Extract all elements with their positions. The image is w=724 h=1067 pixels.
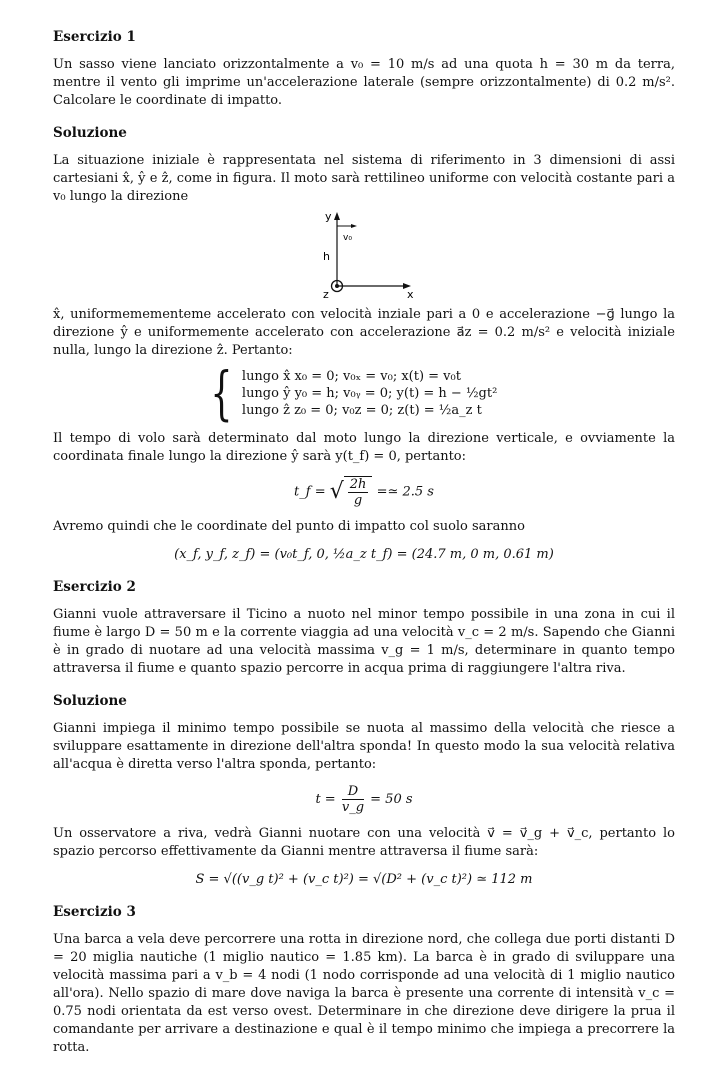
equation-tf-right: =≃ 2.5 s [376,484,434,500]
solution-1-paragraph-3: Il tempo di volo sarà determinato dal moto lungo la direzione verticale, e ovviamente la coordinata finale lungo la direzione ŷ sarà y(t_f) = 0, pertanto: [53,431,675,464]
equation-time [53,784,675,815]
equation-t-denominator: v_g [341,800,365,815]
equation-tf-denominator: g [353,493,363,508]
equation-tf-left: t_f = [294,484,326,500]
exercise-2-text: Gianni vuole attraversare il Ticino a nuoto nel minor tempo possibile in una zona in cui il fiume è largo D = 50 m e la corrente viaggia ad una velocità v_c = 2 m/s. Sapendo che Gianni è in grado di nuotare ad una velocità massima v_g = 1 m/s, determinare in quanto tempo attraversa il fiume e quanto spazio percorre in acqua prima di raggiungere l'altra riva. [53,607,675,676]
equation-tf-numerator: 2h [349,477,367,492]
exercise-1-text: Un sasso viene lanciato orizzontalmente a v₀ = 10 m/s ad una quota h = 30 m da terra, mentre il vento gli imprime un'accelerazione laterale (sempre orizzontalmente) di 0.2 m/s². Calcolare le coordinate di impatto. [53,57,675,108]
x-axis-label: x [407,288,414,300]
document-page [53,28,675,1067]
system-row-x: lungo x̂ x₀ = 0; v₀ₓ = v₀; x(t) = v₀t [241,368,461,384]
equation-flight-time: t_f = √ $\frac{2h}{g}$ =≃ 2.5 s [294,477,434,508]
equation-t-left: t = [315,792,336,807]
solution-2-paragraph-2: Un osservatore a riva, vedrà Gianni nuotare con una velocità v⃗ = v⃗_g + v⃗_c, pertanto lo spazio percorso effettivamente da Gianni mentre attraversa il fiume sarà: [53,826,675,859]
system-row-y: lungo ŷ y₀ = h; v₀ᵧ = 0; y(t) = h − ½gt² [241,385,498,401]
solution-1-paragraph-4: Avremo quindi che le coordinate del punto di impatto col suolo saranno [53,519,525,534]
coordinate-axes-diagram [309,208,419,300]
left-brace: { [210,359,233,427]
solution-2-title: Soluzione [53,693,127,709]
h-label: h [323,250,330,263]
z-axis-label: z [323,288,329,300]
exercise-3-text: Una barca a vela deve percorrere una rotta in direzione nord, che collega due porti distanti D = 20 miglia nautiche (1 miglio nautico = 1.85 km). La barca è in grado di sviluppare una velocità massima pari a v_b = 4 nodi (1 nodo corrisponde ad una velocità di 1 miglio nautico all'ora). Nello spazio di mare dove naviga la barca è presente una corrente di intensità v_c = 0.75 nodi orientata da est verso ovest. Determinare in che direzione deve dirigere la prua il comandante per arrivare a destinazione e qual è il tempo minimo che impiega a precorrere la rotta. [53,932,675,1055]
solution-1-paragraph-2: x̂, uniformemementeme accelerato con velocità inziale pari a 0 e accelerazione −g⃗ lungo la direzione ŷ e uniformemente accelerato con accelerazione a⃗z = 0.2 m/s² e velocità iniziale nulla, lungo la direzione ẑ. Pertanto: [53,307,675,358]
equation-t-right: = 50 s [370,792,413,807]
equation-impact: (x_f, y_f, z_f) = (v₀t_f, 0, ½a_z t_f) = (24.7 m, 0 m, 0.61 m) [174,547,554,562]
exercise-1-title: Esercizio 1 [53,29,136,45]
axes-figure [53,208,675,300]
v0-label: v₀ [343,233,352,243]
system-row-z: lungo ẑ z₀ = 0; v₀z = 0; z(t) = ½a_z t [241,402,482,418]
exercise-3-title: Esercizio 3 [53,904,136,920]
y-axis-label: y [325,210,332,223]
solution-1-paragraph-1: La situazione iniziale è rappresentata nel sistema di riferimento in 3 dimensioni di assi cartesiani x̂, ŷ e ẑ, come in figura. Il moto sarà rettilineo uniforme con velocità costante pari a v₀ lungo la direzione [53,153,675,204]
equation-system [203,359,675,427]
equation-t-numerator: D [342,784,364,800]
solution-2-paragraph-1: Gianni impiega il minimo tempo possibile se nuota al massimo della velocità che riesce a sviluppare esattamente in direzione dell'altra sponda! In questo modo la sua velocità relativa all'acqua è diretta verso l'altra sponda, pertanto: [53,721,675,772]
equation-distance: S = √((v_g t)² + (v_c t)²) = √(D² + (v_c t)²) ≃ 112 m [195,872,533,887]
exercise-2-title: Esercizio 2 [53,579,136,595]
solution-1-title: Soluzione [53,125,127,141]
